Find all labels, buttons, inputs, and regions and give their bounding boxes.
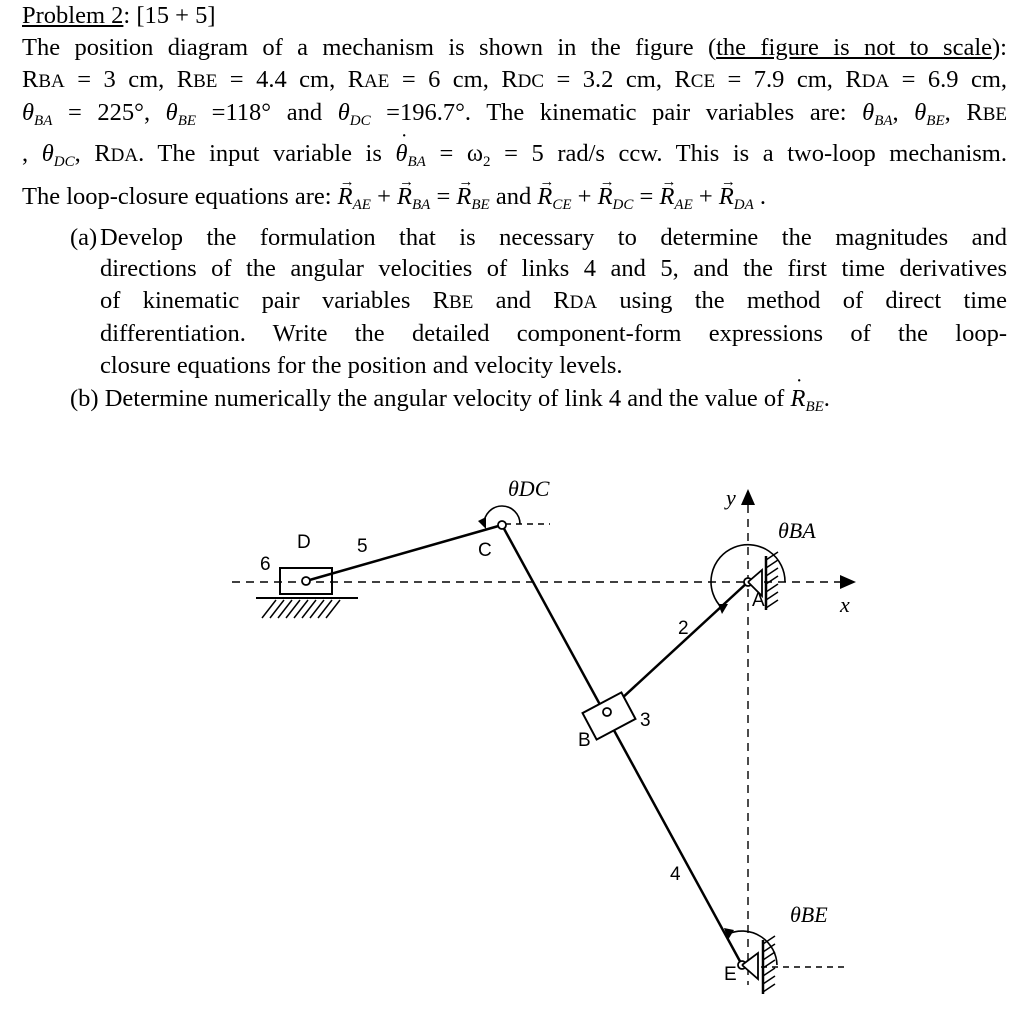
label-link-4: 4: [670, 864, 681, 885]
label-theta-dc: θDC: [508, 476, 550, 501]
part-a: (a) Develop the formulation that is necessary to determine the magnitudes and directions of the angular velocities of links 4 and 5, and the first time derivatives of kinematic pair variables RBE and RDA using the method of direct time differentiation. Write the detailed component-form expressions of the loop- closure equations for the position and velocity levels.: [70, 223, 1007, 379]
link-2: [607, 582, 748, 712]
pin-d: [302, 577, 310, 585]
ground-hatch-d: [262, 600, 340, 618]
input-line: , $\theta_{DC}$, RDA. The input variable is ˙ $\theta_{BA} = \omega_2 = 5$ rad/s ccw. This is a two-loop mechanism.: [22, 138, 1007, 179]
x-axis-arrowhead: [840, 575, 856, 589]
part-a-marker: (a): [70, 223, 98, 251]
label-link-5: 5: [357, 536, 368, 557]
label-b: B: [578, 730, 591, 751]
loop-closure-line: The loop-closure equations are: → $R_{AE}$ + → $R_{BA}$ = → $R_{BE}$ and → $R_{CE}$ + → $R_{DC}$ = → $R_{AE}$ + → $R_{DA}$ .: [22, 181, 1007, 222]
link-5: [306, 525, 502, 581]
label-d: D: [297, 532, 311, 553]
not-to-scale-note: the figure is not to scale: [716, 34, 993, 61]
y-axis-arrowhead: [741, 489, 755, 505]
link-ce: [502, 525, 742, 965]
label-y-axis: y: [726, 485, 736, 510]
pin-b: [603, 708, 611, 716]
label-theta-be: θBE: [790, 902, 828, 927]
label-x-axis: x: [840, 592, 850, 617]
label-link-3: 3: [640, 710, 651, 731]
ground-support-e: [742, 953, 758, 979]
label-c: C: [478, 540, 492, 561]
label-theta-ba: θBA: [778, 518, 816, 543]
intro-line: The position diagram of a mechanism is shown in the figure (the figure is not to scale):: [22, 34, 1007, 61]
part-b-marker: (b): [70, 385, 105, 412]
pin-c: [498, 521, 506, 529]
label-a: A: [752, 590, 765, 611]
label-link-2: 2: [678, 618, 689, 639]
label-link-6: 6: [260, 554, 271, 575]
givens-line: RBA = 3 cm, RBE = 4.4 cm, RAE = 6 cm, RDC = 3.2 cm, RCE = 7.9 cm, RDA = 6.9 cm,: [22, 65, 1008, 93]
angles-line: $\theta_{BA} = 225^\circ$, $\theta_{BE} =118^\circ$ and $\theta_{DC} =196.7^\circ$. The kinematic pair variables are: $\theta_{BA}$, $\theta_{BE}$, RBE: [22, 99, 1007, 129]
label-e: E: [724, 964, 737, 985]
problem-number: Problem 2: [22, 2, 124, 29]
part-b: (b) Determine numerically the angular velocity of link 4 and the value of ˙ $R_{BE}$.: [22, 383, 1007, 424]
problem-points: : [15 + 5]: [123, 2, 216, 29]
